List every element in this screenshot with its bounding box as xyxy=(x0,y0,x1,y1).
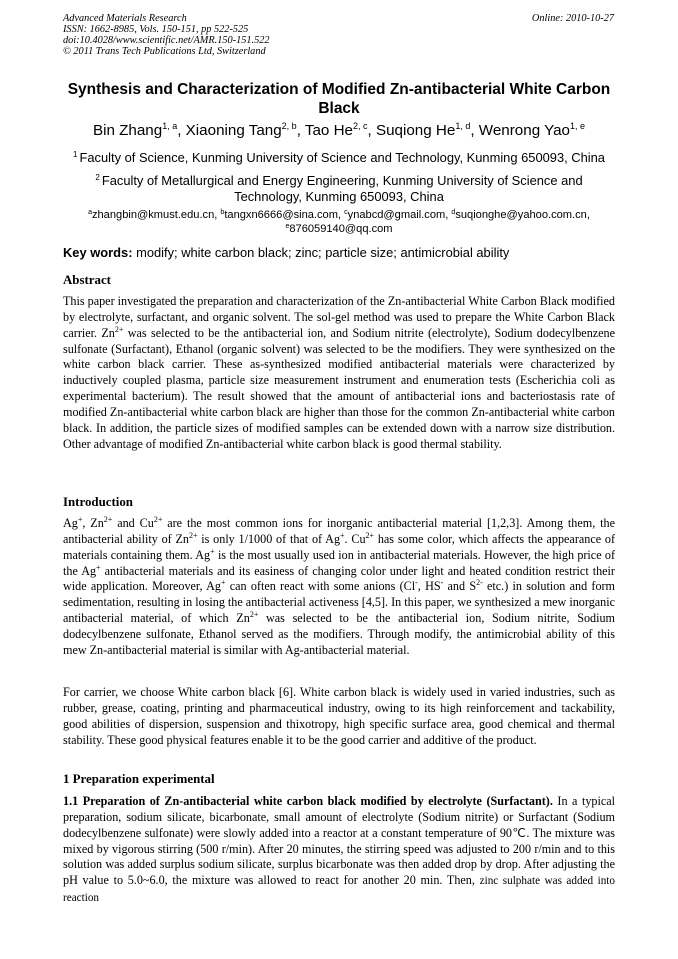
preparation-paragraph-1: 1.1 Preparation of Zn-antibacterial white carbon black modified by electrolyte (Surfactant). In a typical preparation, sodium silicate, bicarbonate, small amount of electrolyte (Sodium nitrite) or Surfactant (Sodium dodecylbenzene sulfonate) were slowly added into a reactor at a constant temperature of 90℃. The mixture was mixed by vigorous stirring (500 r/min). After 20 minutes, the stirring speed was adjusted to 200 r/min and to this solution was added surplus sodium silicate, surplus bicarbonate was then added drop by drop. After adjusting the pH value to 5.0~6.0, the mixture was allowed to react for another 20 min. Then, zinc sulphate was added into reaction xyxy=(63,794,615,905)
author: Wenrong Yao$^{1, e}$ xyxy=(478,121,586,139)
author: Xiaoning Tang$^{2, b}$, xyxy=(185,121,305,139)
online-date: Online: 2010-10-27 xyxy=(531,13,614,24)
author: Bin Zhang$^{1, a}$, xyxy=(92,121,186,139)
introduction-paragraph-1: Ag+, $Zn^{2+}$ and $Cu^{2+}$ are the most common ions for inorganic antibacterial material [1,2,3]. Among them, the antibacterial ability of $Zn^{2+}$ is only 1/1000 of that of Ag+. $Cu^{2+}$ has some color, which affects the appearance of materials containing them. Ag+ is the most usually used ion in antibacterial materials. However, the high price of the Ag+ antibacterial materials and its easiness of changing color under light and heated condition restrict their wide application. Moreover, Ag+ can often react with some anions (Cl-, HS- and $S^{2-}$ etc.) in solution and form sedimentation, resulting in losing the antibacterial activeness [4,5]. In this paper, we synthesized a mew inorganic antibacterial material, of which $Zn^{2+}$ was selected to be the antibacterial ion, Sodium nitrite, Sodium dodecylbenzene sulfonate, Ethanol served as the modifiers. Through modify, the antimicrobial ability of this mew Zn-antibacterial material is similar with Ag-antibacterial material. xyxy=(63,515,616,657)
affiliation-1: $^1$ Faculty of Science, Kunming University of Science and Technology, Kunming 650093, China xyxy=(73,150,605,165)
author-list xyxy=(40,122,638,140)
email[interactable]: $^e$876059140@qq.com xyxy=(285,222,393,235)
journal-header xyxy=(63,14,423,58)
email[interactable]: $^b$tangxn6666@sina.com, xyxy=(220,209,345,221)
abstract-body: This paper investigated the preparation and characterization of the Zn-antibacterial White Carbon Black modified by electrolyte, surfactant, and organic solvent. The sol-gel method was used to prepare the White Carbon Black carrier. $Zn^{2+}$ was selected to be the antibacterial ion, and Sodium nitrite (electrolyte), Sodium dodecylbenzene sulfonate (Surfactant), Ethanol (organic solvent) was selected to be the modifiers. They were synthesized on the white carbon black carrier. These as-synthesized modified antibacterial materials were characterized by inductively coupled plasma, particle size measurement instrument and enumeration tests (Escherichia coli as experimental bacterium). The result showed that the amount of antibacterial ions and bacteriostasis rate of modified Zn-antibacterial white carbon black are higher than those for the common Zn-antibacterial white carbon black. In addition, the particle sizes of modified samples can be extended down with a narrow size distribution. Other advantage of modified Zn-antibacterial white carbon black is good thermal stability. xyxy=(63,294,615,451)
email[interactable]: $^c$ynabcd@gmail.com, xyxy=(344,209,452,221)
journal-name: Advanced Materials Research xyxy=(63,13,187,24)
email-list xyxy=(63,209,615,236)
introduction-heading: Introduction xyxy=(63,495,133,509)
keywords-text: modify; white carbon black; zinc; particle size; antimicrobial ability xyxy=(136,245,510,260)
doi-line: doi:10.4028/www.scientific.net/AMR.150-151.522 xyxy=(63,34,270,46)
issn-line: ISSN: 1662-8985, Vols. 150-151, pp 522-525 xyxy=(63,23,249,35)
paper-title: Synthesis and Characterization of Modified Zn-antibacterial White Carbon Black xyxy=(67,81,611,117)
email[interactable]: $^a$zhangbin@kmust.edu.cn, xyxy=(88,209,221,221)
author: Suqiong He$^{1, d}$, xyxy=(375,121,479,139)
keywords xyxy=(63,245,615,261)
keywords-label: Key words: xyxy=(63,245,133,260)
preparation-heading: 1 Preparation experimental xyxy=(63,772,215,786)
email[interactable]: $^d$suqionghe@yahoo.com.cn, xyxy=(451,209,590,221)
affiliation-2: $^2$ Faculty of Metallurgical and Energy Engineering, Kunming University of Science and Technology, Kunming 650093, China xyxy=(95,173,583,204)
abstract-heading: Abstract xyxy=(63,273,111,287)
author: Tao He$^{2, c}$, xyxy=(304,121,376,139)
copyright-line: © 2011 Trans Tech Publications Ltd, Switzerland xyxy=(63,45,266,57)
introduction-paragraph-2: For carrier, we choose White carbon black [6]. White carbon black is widely used in varied industries, such as rubber, grease, coating, printing and pharmaceutical industry, owing to its high reinforcement and tackability, good abilities of dispersion, suspension and thixotropy, high specific surface area, good chemical and thermal stability. These good physical features enable it to be the good carrier and additive of the product. xyxy=(63,685,615,747)
subsection-heading: 1.1 Preparation of Zn-antibacterial white carbon black modified by electrolyte (Surfactant). xyxy=(63,794,553,808)
